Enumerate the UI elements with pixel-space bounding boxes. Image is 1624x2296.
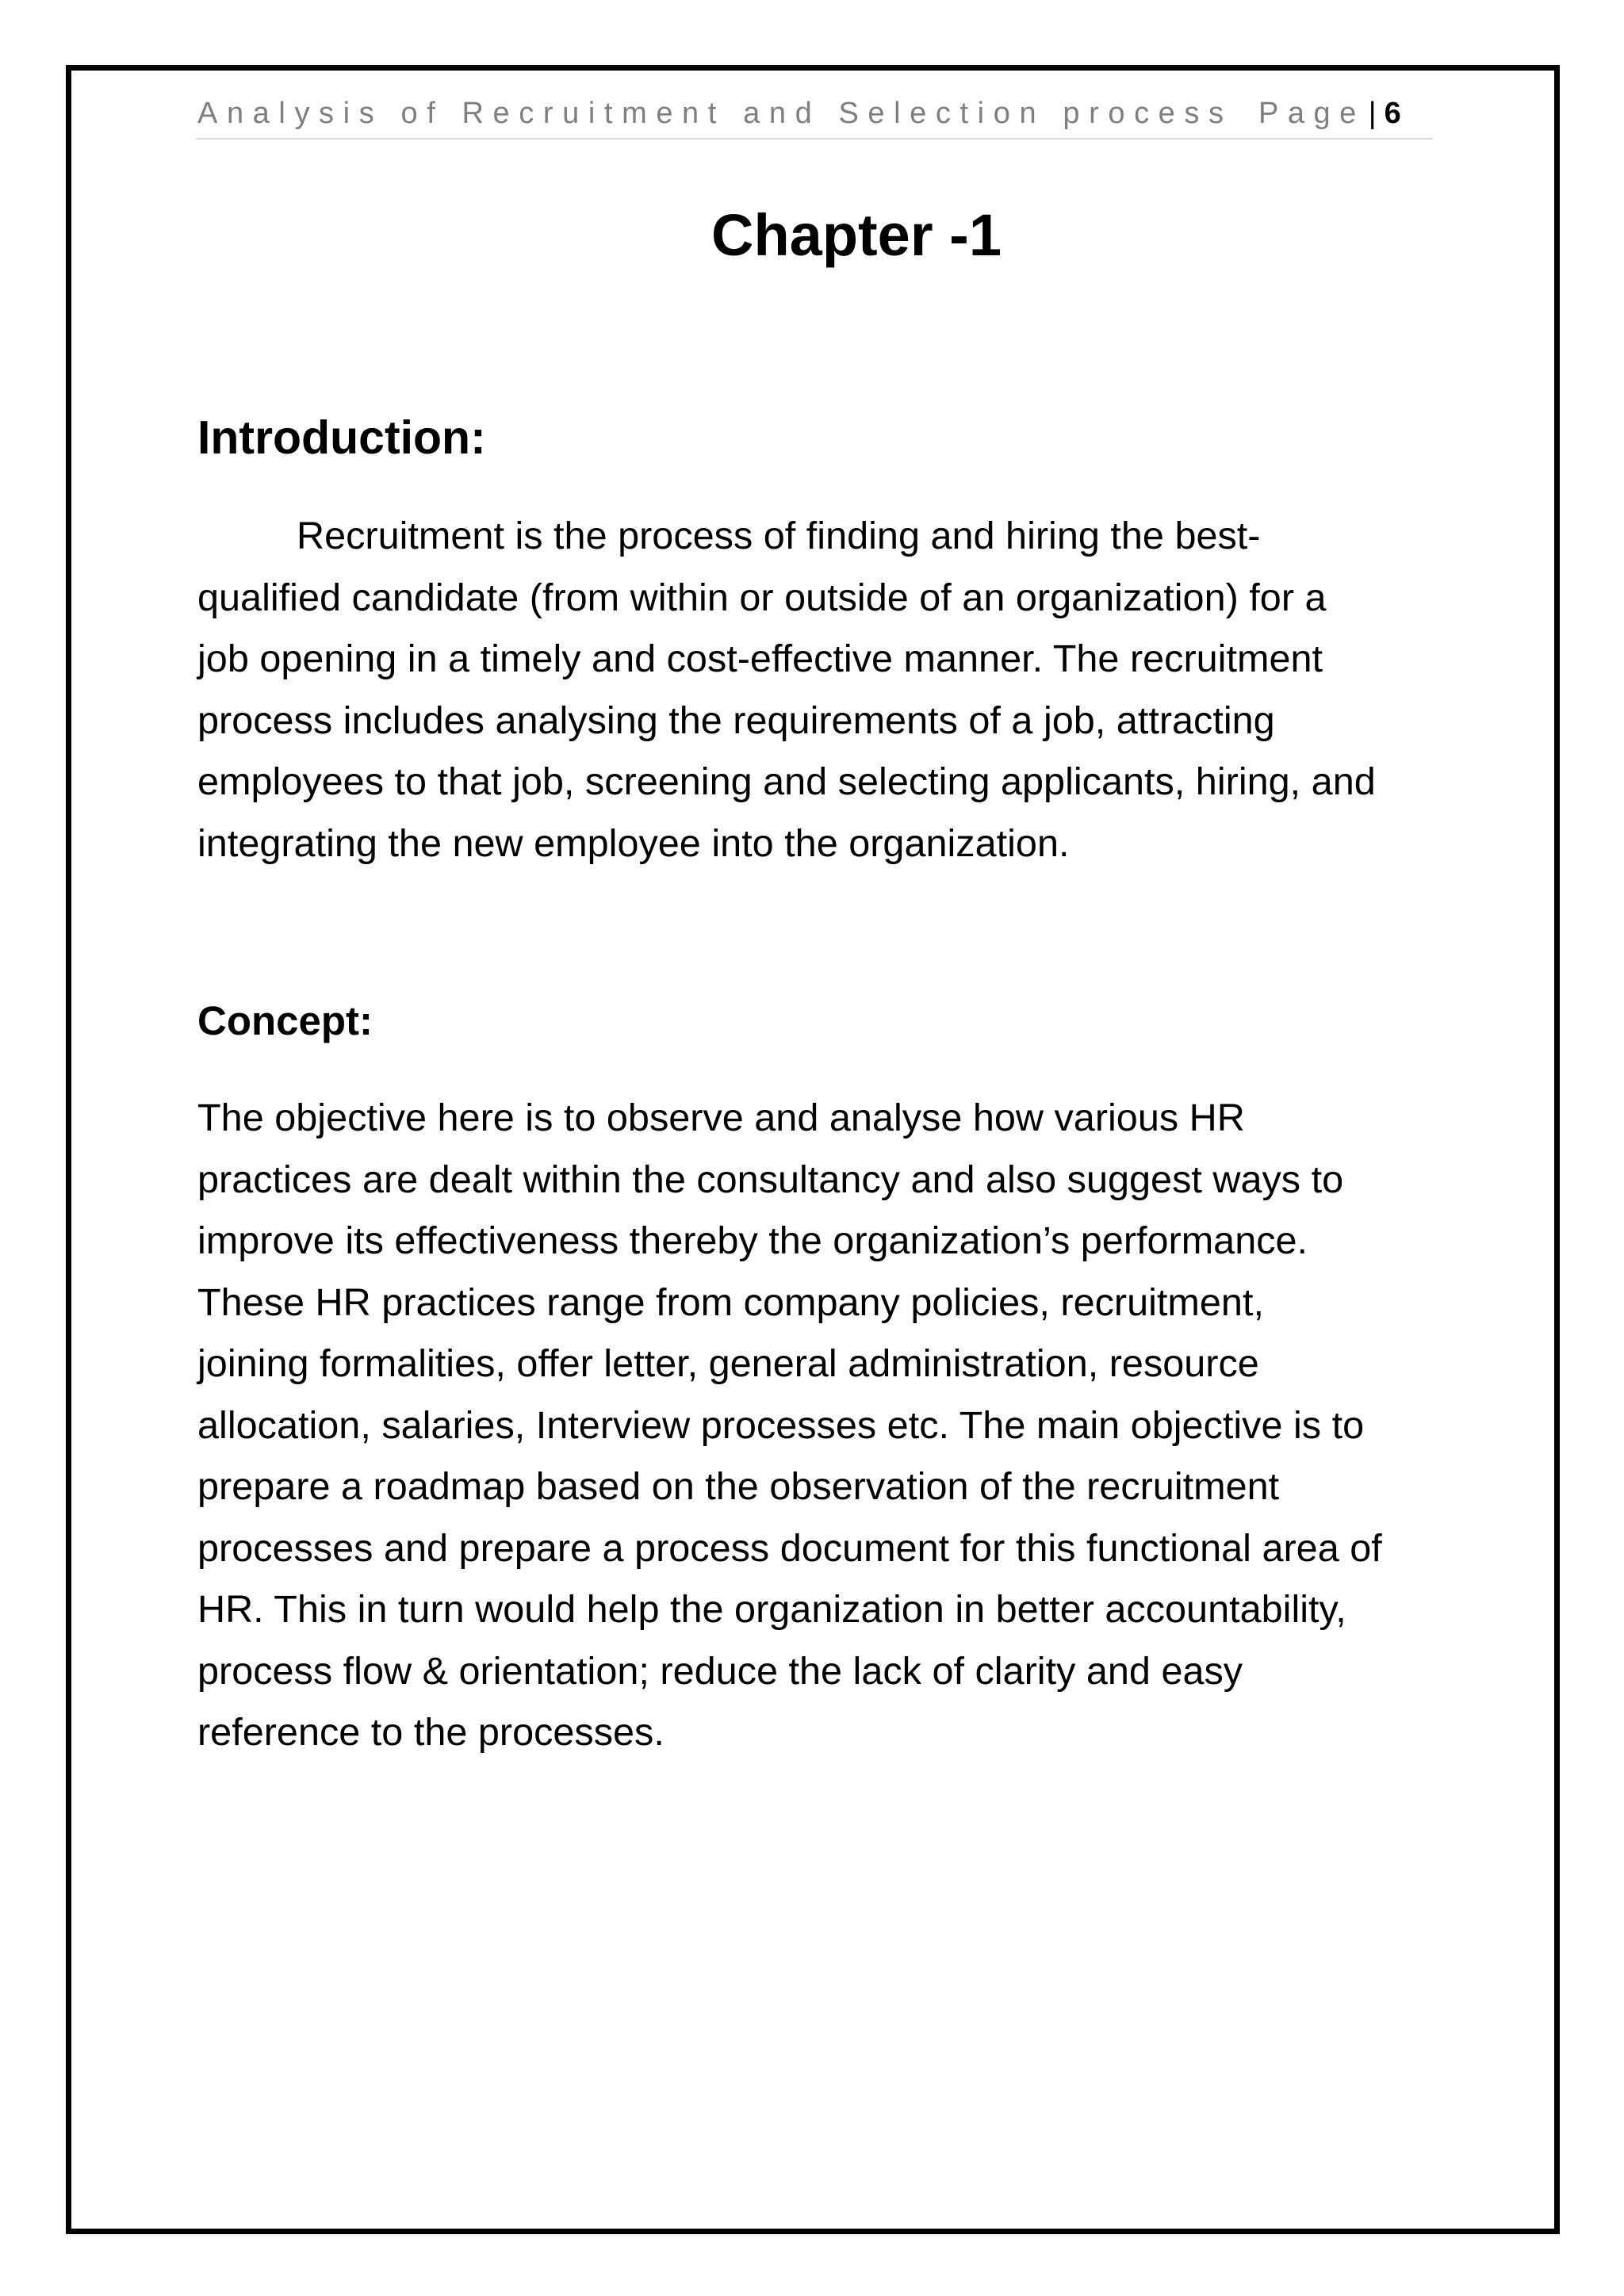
paragraph-line: processes and prepare a process document for this functional area of [197, 1526, 1382, 1570]
paragraph-line: The objective here is to observe and analyse how various HR [197, 1096, 1245, 1139]
paragraph-line: job opening in a timely and cost-effective manner. The recruitment [197, 637, 1323, 680]
header-page-label: Page [1258, 97, 1365, 130]
paragraph-line: joining formalities, offer letter, general administration, resource [197, 1342, 1259, 1385]
paragraph-line: reference to the processes. [197, 1711, 665, 1754]
page-number: 6 [1384, 97, 1401, 130]
concept-paragraph [197, 1088, 1382, 1764]
paragraph-line: qualified candidate (from within or outside of an organization) for a [197, 576, 1327, 619]
paragraph-line: Recruitment is the process of finding and hiring the best- [297, 515, 1261, 557]
paragraph-line: process includes analysing the requirements of a job, attracting [197, 698, 1275, 742]
paragraph-line: allocation, salaries, Interview processes etc. The main objective is to [197, 1403, 1365, 1447]
paragraph-line: HR. This in turn would help the organization in better accountability, [197, 1588, 1346, 1631]
chapter-title: Chapter -1 [711, 202, 1002, 268]
paragraph-line: integrating the new employee into the organization. [197, 821, 1070, 865]
introduction-paragraph [197, 506, 1376, 874]
header-title: Analysis of Recruitment and Selection process [197, 97, 1233, 130]
header-page-indicator [1258, 97, 1401, 131]
paragraph-line: employees to that job, screening and selecting applicants, hiring, and [197, 760, 1376, 803]
paragraph-line: These HR practices range from company policies, recruitment, [197, 1280, 1264, 1324]
running-header [196, 94, 1433, 140]
concept-heading: Concept: [197, 998, 373, 1043]
paragraph-line: improve its effectiveness thereby the organization’s performance. [197, 1219, 1308, 1262]
paragraph-line: process flow & orientation; reduce the lack of clarity and easy [197, 1649, 1243, 1693]
paragraph-line: practices are dealt within the consultancy and also suggest ways to [197, 1158, 1344, 1201]
introduction-heading: Introduction: [197, 411, 486, 464]
paragraph-line: prepare a roadmap based on the observation of the recruitment [197, 1465, 1280, 1508]
header-separator: | [1368, 97, 1377, 130]
